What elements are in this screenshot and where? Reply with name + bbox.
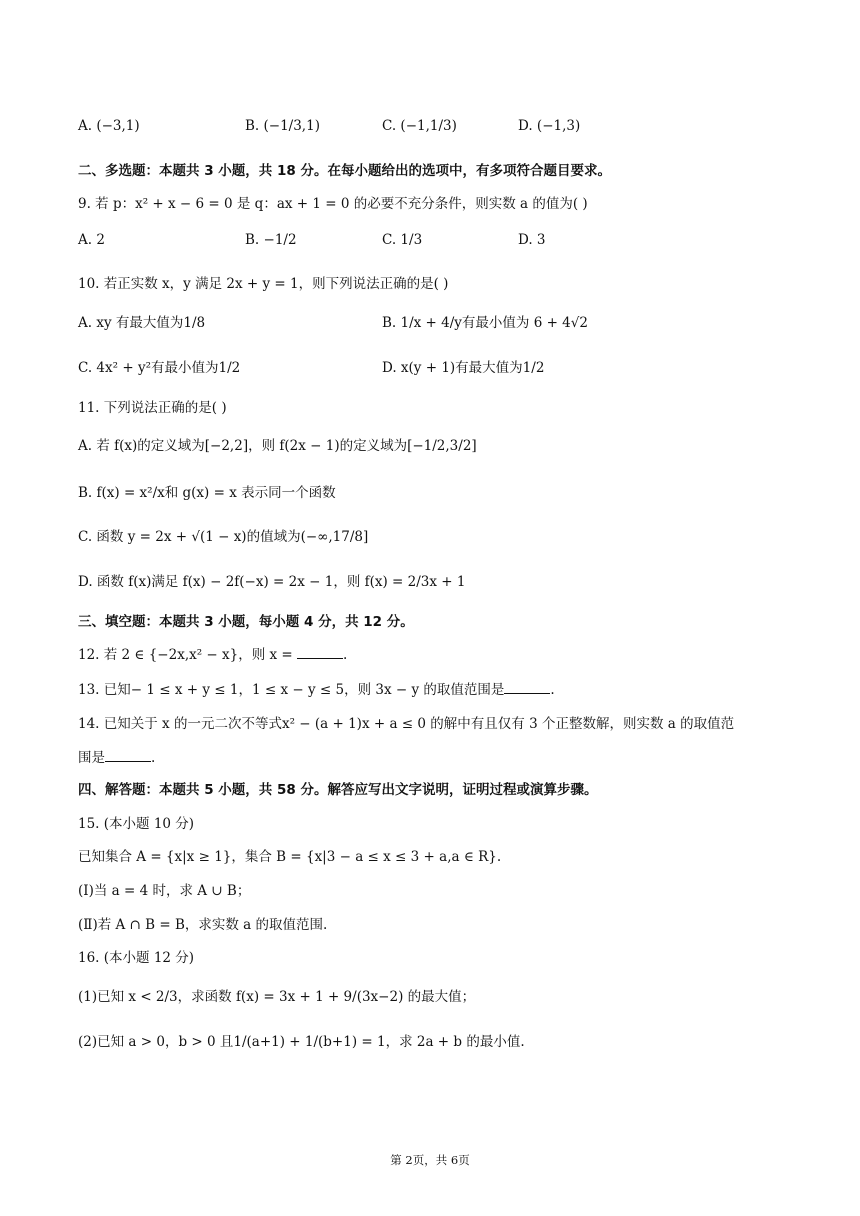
q11-option-c: C. 函数 y = 2x + √(1 − x)的值域为(−∞,17/8] (78, 529, 369, 545)
q9-option-a: A. 2 (78, 232, 105, 248)
q14-period: . (151, 750, 156, 766)
q11-option-a: A. 若 f(x)的定义域为[−2,2]，则 f(2x − 1)的定义域为[−1/2,3/2] (78, 438, 477, 454)
q9-option-d: D. 3 (518, 232, 546, 248)
q8-option-a: A. (−3,1) (78, 118, 140, 134)
question-15-title: 15. (本小题 10 分) (78, 816, 195, 832)
section-heading-fill-in: 三、填空题：本题共 3 小题，每小题 4 分，共 12 分。 (78, 614, 414, 630)
question-10-stem: 10. 若正实数 x，y 满足 2x + y = 1，则下列说法正确的是( ) (78, 276, 449, 292)
question-11-stem: 11. 下列说法正确的是( ) (78, 400, 227, 416)
page-footer: 第 2页，共 6页 (390, 1153, 470, 1167)
q13-answer-blank (504, 692, 550, 694)
q12-text: 12. 若 2 ∈ {−2x,x² − x}，则 x = (78, 647, 298, 663)
q11-option-b: B. f(x) = x²/x和 g(x) = x 表示同一个函数 (78, 485, 336, 501)
question-15-part-2: (Ⅱ)若 A ∩ B = B，求实数 a 的取值范围. (78, 917, 328, 933)
q8-option-b: B. (−1/3,1) (245, 118, 320, 134)
question-15-given: 已知集合 A = {x|x ≥ 1}，集合 B = {x|3 − a ≤ x ≤ 3 + a,a ∈ R}. (78, 849, 502, 865)
question-14-line-2 (78, 746, 155, 766)
question-13 (78, 678, 555, 698)
question-15-part-1: (Ⅰ)当 a = 4 时，求 A ∪ B； (78, 883, 251, 899)
q10-option-c: C. 4x² + y²有最小值为1/2 (78, 360, 241, 376)
section-heading-solutions: 四、解答题：本题共 5 小题，共 58 分。解答应写出文字说明，证明过程或演算步骤。 (78, 782, 598, 798)
q10-option-d: D. x(y + 1)有最大值为1/2 (382, 360, 545, 376)
question-16-part-2: (2)已知 a > 0，b > 0 且1/(a+1) + 1/(b+1) = 1，求 2a + b 的最小值. (78, 1034, 525, 1050)
q9-option-b: B. −1/2 (245, 232, 297, 248)
q11-option-d: D. 函数 f(x)满足 f(x) − 2f(−x) = 2x − 1，则 f(x) = 2/3x + 1 (78, 574, 466, 590)
q12-answer-blank (297, 657, 343, 659)
section-heading-multiple-choice: 二、多选题：本题共 3 小题，共 18 分。在每小题给出的选项中，有多项符合题目要求。 (78, 163, 611, 179)
q12-period: . (343, 647, 348, 663)
question-14-line-1: 14. 已知关于 x 的一元二次不等式x² − (a + 1)x + a ≤ 0 的解中有且仅有 3 个正整数解，则实数 a 的取值范 (78, 716, 735, 732)
q9-option-c: C. 1/3 (382, 232, 423, 248)
question-16-part-1: (1)已知 x < 2/3，求函数 f(x) = 3x + 1 + 9/(3x−2) 的最大值； (78, 989, 476, 1005)
q10-option-b: B. 1/x + 4/y有最小值为 6 + 4√2 (382, 315, 588, 331)
question-16-title: 16. (本小题 12 分) (78, 950, 195, 966)
q8-option-d: D. (−1,3) (518, 118, 581, 134)
q10-option-a: A. xy 有最大值为1/8 (78, 315, 206, 331)
q14-answer-blank (105, 760, 151, 762)
q14-text: 围是 (78, 750, 105, 766)
q13-period: . (550, 682, 555, 698)
question-12 (78, 643, 347, 663)
q8-option-c: C. (−1,1/3) (382, 118, 457, 134)
q13-text: 13. 已知− 1 ≤ x + y ≤ 1，1 ≤ x − y ≤ 5，则 3x − y 的取值范围是 (78, 682, 505, 698)
question-9-stem: 9. 若 p：x² + x − 6 = 0 是 q：ax + 1 = 0 的必要不充分条件，则实数 a 的值为( ) (78, 196, 588, 212)
